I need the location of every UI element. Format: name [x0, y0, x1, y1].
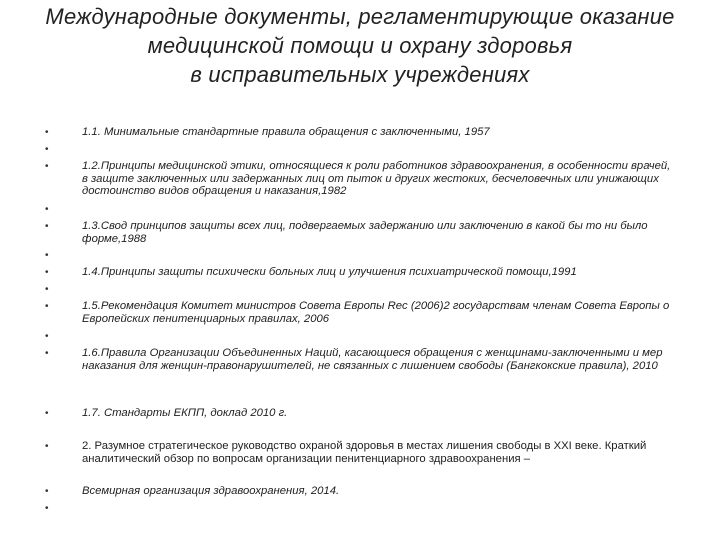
title-line-1: Международные документы, регламентирующие оказание: [45, 4, 675, 29]
title-line-3: в исправительных учреждениях: [190, 62, 530, 87]
list-item-text: 1.6.Правила Организации Объединенных Наций, касающиеся обращения с женщинами-заключенными и мер наказания для женщин-правонарушителей, не связанных с лишением свободы (Бангкокские правила), 2010: [82, 347, 663, 372]
list-item-text: 1.4.Принципы защиты психически больных лиц и улучшения психиатрической помощи,1991: [82, 266, 577, 278]
list-item-text: Всемирная организация здравоохранения, 2014.: [82, 485, 340, 497]
bullet-dot: •: [45, 221, 49, 232]
bullet-dot: •: [45, 250, 49, 261]
bullet-dot: •: [45, 301, 49, 312]
bullet-dot: •: [45, 503, 49, 514]
bullet-dot: •: [45, 348, 49, 359]
bullet-dot: •: [45, 408, 49, 419]
list-item-text: 1.2.Принципы медицинской этики, относящиеся к роли работников здравоохранения, в особенности врачей, в защите заключенных или задержанных лиц от пыток и других жестоких, бесчеловечных или унижающих достоинство видов обращения и наказания,1982: [82, 160, 671, 197]
bullet-dot: •: [45, 267, 49, 278]
list-item-text: 1.3.Свод принципов защиты всех лиц, подвергаемых задержанию или заключению в какой бы то ни было форме,1988: [82, 220, 648, 245]
bullet-dot: •: [45, 204, 49, 215]
bullet-dot: •: [45, 127, 49, 138]
bullet-dot: •: [45, 486, 49, 497]
list-item-text: 1.1. Минимальные стандартные правила обращения с заключенными, 1957: [82, 126, 490, 138]
bullet-dot: •: [45, 161, 49, 172]
bullet-dot: •: [45, 144, 49, 155]
list-item-text: 1.5.Рекомендация Комитет министров Совета Европы Rec (2006)2 государствам членам Совета Европы о Европейских пенитенциарных правилах, 2006: [82, 300, 670, 325]
list-item-text: 2. Разумное стратегическое руководство охраной здоровья в местах лишения свободы в XXI веке. Краткий аналитический обзор по вопросам организации пенитенциарного здравоохранения –: [82, 440, 647, 465]
title-line-2: медицинской помощи и охрану здоровья: [147, 33, 573, 58]
bullet-dot: •: [45, 441, 49, 452]
bullet-dot: •: [45, 284, 49, 295]
bullet-dot: •: [45, 331, 49, 342]
list-item-text: 1.7. Стандарты ЕКПП, доклад 2010 г.: [82, 407, 288, 419]
